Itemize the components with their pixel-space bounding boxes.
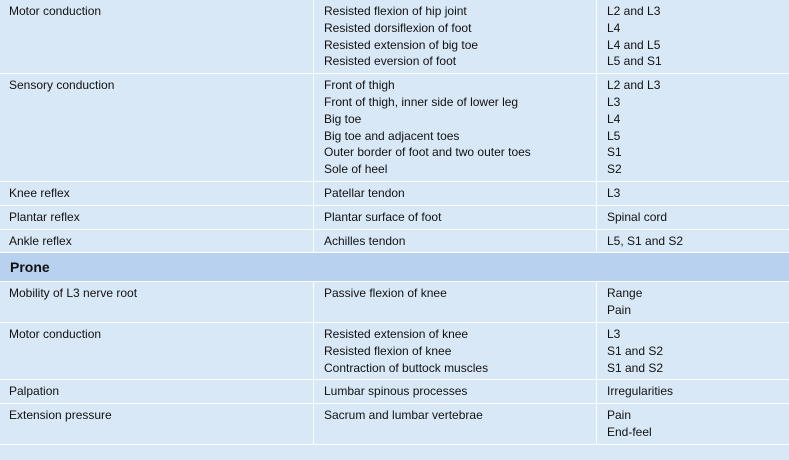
cell-text: Irregularities <box>607 384 674 399</box>
test-cell <box>0 323 314 379</box>
nerve-cell <box>597 0 789 73</box>
test-cell <box>0 74 314 181</box>
section-header-row <box>0 253 789 282</box>
test-cell <box>0 282 314 322</box>
cell-text: Passive flexion of knee <box>324 286 447 301</box>
test-cell <box>0 206 314 229</box>
table-row <box>0 380 789 404</box>
cell-text: Pain <box>607 303 632 318</box>
cell-text: L5, S1 and S2 <box>607 233 684 248</box>
cell-text: Range <box>607 286 643 301</box>
cell-text: Resisted flexion of hip joint <box>324 4 467 18</box>
cell-text: Plantar reflex <box>9 209 80 224</box>
cell-text: Big toe <box>324 111 362 126</box>
table-row <box>0 0 789 74</box>
site-cell <box>314 0 597 73</box>
nerve-cell <box>597 380 789 403</box>
cell-text: Lumbar spinous processes <box>324 384 468 399</box>
nerve-cell <box>597 182 789 205</box>
test-cell <box>0 230 314 253</box>
site-cell <box>314 182 597 205</box>
test-cell <box>0 0 314 73</box>
test-cell <box>0 380 314 403</box>
cell-text: Achilles tendon <box>324 233 406 248</box>
nerve-cell <box>597 74 789 181</box>
cell-text: Ankle reflex <box>9 233 72 248</box>
nerve-cell <box>597 206 789 229</box>
cell-text: L4 <box>607 20 621 35</box>
site-cell <box>314 404 597 444</box>
cell-text: Big toe and adjacent toes <box>324 128 460 143</box>
site-cell <box>314 74 597 181</box>
site-cell <box>314 380 597 403</box>
cell-text: S1 and S2 <box>607 360 664 375</box>
cell-text: L5 and S1 <box>607 54 662 69</box>
cell-text: Mobility of L3 nerve root <box>9 286 138 301</box>
cell-text: Motor conduction <box>9 4 102 18</box>
site-cell <box>314 230 597 253</box>
cell-text: Spinal cord <box>607 209 668 224</box>
cell-text: Front of thigh <box>324 78 395 93</box>
cell-text: Motor conduction <box>9 326 102 341</box>
table-row <box>0 282 789 323</box>
cell-text: Plantar surface of foot <box>324 209 442 224</box>
cell-text: Front of thigh, inner side of lower leg <box>324 94 519 109</box>
cell-text: L2 and L3 <box>607 4 661 18</box>
cell-text: Resisted flexion of knee <box>324 343 452 358</box>
cell-text: L3 <box>607 94 621 109</box>
cell-text: L2 and L3 <box>607 78 661 93</box>
table-row <box>0 404 789 445</box>
site-cell <box>314 206 597 229</box>
cell-text: Outer border of foot and two outer toes <box>324 145 531 160</box>
section-title: Prone <box>10 258 50 275</box>
table-row <box>0 206 789 230</box>
site-cell <box>314 323 597 379</box>
cell-text: Extension pressure <box>9 408 112 423</box>
cell-text: S1 and S2 <box>607 343 664 358</box>
nerve-cell <box>597 282 789 322</box>
table-row <box>0 230 789 254</box>
cell-text: L3 <box>607 185 621 200</box>
cell-text: L4 <box>607 111 621 126</box>
cell-text: L4 and L5 <box>607 37 661 52</box>
cell-text: Resisted dorsiflexion of foot <box>324 20 472 35</box>
nerve-cell <box>597 404 789 444</box>
test-cell <box>0 182 314 205</box>
cell-text: Contraction of buttock muscles <box>324 360 489 375</box>
cell-text: Resisted eversion of foot <box>324 54 457 69</box>
table-row <box>0 74 789 182</box>
table-row <box>0 323 789 380</box>
cell-text: L3 <box>607 326 621 341</box>
table-row <box>0 182 789 206</box>
cell-text: S2 <box>607 162 622 177</box>
cell-text: L5 <box>607 128 621 143</box>
cell-text: Sensory conduction <box>9 78 115 93</box>
cell-text: Sacrum and lumbar vertebrae <box>324 408 483 423</box>
cell-text: Patellar tendon <box>324 185 405 200</box>
cell-text: End-feel <box>607 424 652 439</box>
nerve-cell <box>597 323 789 379</box>
cell-text: Sole of heel <box>324 162 388 177</box>
cell-text: Resisted extension of knee <box>324 326 469 341</box>
cell-text: Pain <box>607 408 632 423</box>
cell-text: Knee reflex <box>9 185 70 200</box>
cell-text: S1 <box>607 145 622 160</box>
nerve-cell <box>597 230 789 253</box>
site-cell <box>314 282 597 322</box>
cell-text: Palpation <box>9 384 60 399</box>
cell-text: Resisted extension of big toe <box>324 37 479 52</box>
test-cell <box>0 404 314 444</box>
